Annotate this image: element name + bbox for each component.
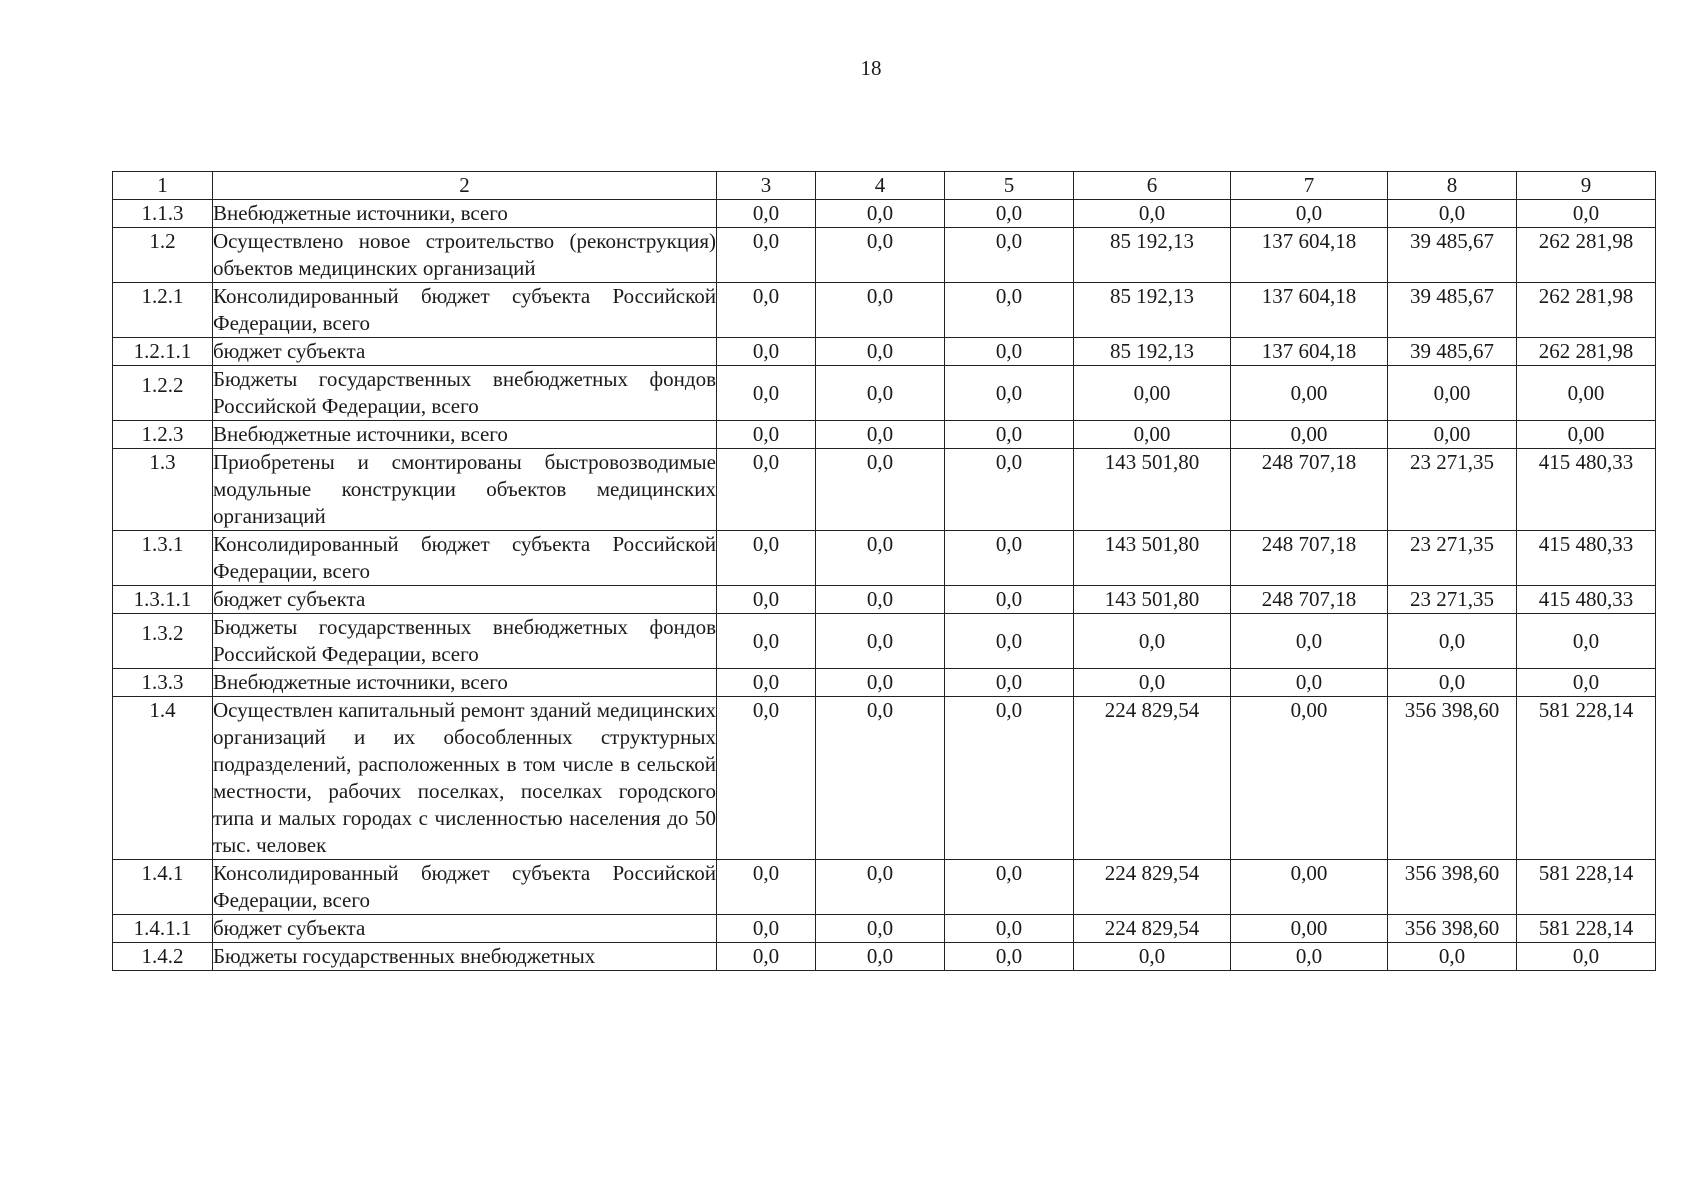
value-cell: 0,0 xyxy=(945,200,1074,228)
row-number-cell: 1.2.2 xyxy=(113,366,213,421)
value-cell: 0,0 xyxy=(816,697,945,860)
value-cell: 0,00 xyxy=(1388,421,1517,449)
value-cell: 0,0 xyxy=(945,366,1074,421)
row-name-cell: Бюджеты государственных внебюджетных фондов Российской Федерации, всего xyxy=(213,366,717,421)
row-name-cell: Консолидированный бюджет субъекта Российской Федерации, всего xyxy=(213,283,717,338)
value-cell: 0,0 xyxy=(816,586,945,614)
table-row xyxy=(113,669,1656,697)
table-row xyxy=(113,697,1656,860)
value-cell: 0,0 xyxy=(816,338,945,366)
value-cell: 0,0 xyxy=(1074,200,1231,228)
value-cell: 0,0 xyxy=(717,860,816,915)
value-cell: 0,0 xyxy=(1517,943,1656,971)
value-cell: 0,0 xyxy=(816,669,945,697)
value-cell: 0,0 xyxy=(1517,200,1656,228)
page-number: 18 xyxy=(860,56,882,80)
value-cell: 415 480,33 xyxy=(1517,449,1656,531)
row-name-cell: Внебюджетные источники, всего xyxy=(213,421,717,449)
row-number-cell: 1.1.3 xyxy=(113,200,213,228)
value-cell: 248 707,18 xyxy=(1231,586,1388,614)
value-cell: 0,0 xyxy=(1074,669,1231,697)
table-row xyxy=(113,283,1656,338)
value-cell: 23 271,35 xyxy=(1388,586,1517,614)
value-cell: 0,00 xyxy=(1231,366,1388,421)
value-cell: 23 271,35 xyxy=(1388,449,1517,531)
row-name-cell: бюджет субъекта xyxy=(213,338,717,366)
value-cell: 0,0 xyxy=(717,366,816,421)
value-cell: 0,00 xyxy=(1231,915,1388,943)
value-cell: 262 281,98 xyxy=(1517,338,1656,366)
row-name-cell: Бюджеты государственных внебюджетных фондов Российской Федерации, всего xyxy=(213,614,717,669)
column-header: 6 xyxy=(1074,172,1231,200)
value-cell: 137 604,18 xyxy=(1231,283,1388,338)
value-cell: 0,0 xyxy=(717,915,816,943)
value-cell: 0,0 xyxy=(816,531,945,586)
value-cell: 23 271,35 xyxy=(1388,531,1517,586)
value-cell: 143 501,80 xyxy=(1074,531,1231,586)
value-cell: 0,0 xyxy=(816,943,945,971)
value-cell: 0,0 xyxy=(717,228,816,283)
value-cell: 0,00 xyxy=(1231,860,1388,915)
row-name-cell: Осуществлен капитальный ремонт зданий медицинских организаций и их обособленных структурных подразделений, расположенных в том числе в сельской местности, рабочих поселках, поселках городского типа и малых городах с численностью населения до 50 тыс. человек xyxy=(213,697,717,860)
table-row xyxy=(113,338,1656,366)
table-row xyxy=(113,228,1656,283)
value-cell: 581 228,14 xyxy=(1517,915,1656,943)
value-cell: 262 281,98 xyxy=(1517,283,1656,338)
value-cell: 0,00 xyxy=(1231,697,1388,860)
value-cell: 0,0 xyxy=(1517,669,1656,697)
row-name-cell: Консолидированный бюджет субъекта Российской Федерации, всего xyxy=(213,531,717,586)
value-cell: 0,0 xyxy=(945,338,1074,366)
value-cell: 0,0 xyxy=(1074,614,1231,669)
value-cell: 0,0 xyxy=(1231,614,1388,669)
value-cell: 0,0 xyxy=(1231,943,1388,971)
value-cell: 137 604,18 xyxy=(1231,228,1388,283)
table-row xyxy=(113,860,1656,915)
row-number-cell: 1.4.1.1 xyxy=(113,915,213,943)
value-cell: 0,0 xyxy=(717,421,816,449)
value-cell: 0,00 xyxy=(1074,366,1231,421)
table-body xyxy=(113,200,1656,971)
row-number-cell: 1.4 xyxy=(113,697,213,860)
row-name-cell: Осуществлено новое строительство (реконструкция) объектов медицинских организаций xyxy=(213,228,717,283)
row-name-cell: Внебюджетные источники, всего xyxy=(213,669,717,697)
value-cell: 0,00 xyxy=(1388,366,1517,421)
row-number-cell: 1.3.2 xyxy=(113,614,213,669)
row-number-cell: 1.2.3 xyxy=(113,421,213,449)
value-cell: 0,00 xyxy=(1517,421,1656,449)
value-cell: 0,0 xyxy=(717,697,816,860)
value-cell: 0,0 xyxy=(945,283,1074,338)
table-row xyxy=(113,614,1656,669)
column-header: 4 xyxy=(816,172,945,200)
row-name-cell: бюджет субъекта xyxy=(213,586,717,614)
row-number-cell: 1.4.1 xyxy=(113,860,213,915)
value-cell: 0,0 xyxy=(945,915,1074,943)
value-cell: 0,0 xyxy=(816,228,945,283)
value-cell: 0,0 xyxy=(1388,943,1517,971)
value-cell: 39 485,67 xyxy=(1388,283,1517,338)
row-number-cell: 1.2.1.1 xyxy=(113,338,213,366)
value-cell: 0,00 xyxy=(1074,421,1231,449)
value-cell: 248 707,18 xyxy=(1231,531,1388,586)
value-cell: 224 829,54 xyxy=(1074,860,1231,915)
table-row xyxy=(113,366,1656,421)
value-cell: 0,0 xyxy=(816,200,945,228)
table-header-row xyxy=(113,172,1656,200)
value-cell: 0,00 xyxy=(1231,421,1388,449)
value-cell: 39 485,67 xyxy=(1388,228,1517,283)
table-row xyxy=(113,200,1656,228)
value-cell: 85 192,13 xyxy=(1074,283,1231,338)
value-cell: 0,0 xyxy=(945,697,1074,860)
row-number-cell: 1.3 xyxy=(113,449,213,531)
column-header: 5 xyxy=(945,172,1074,200)
value-cell: 0,0 xyxy=(945,449,1074,531)
value-cell: 581 228,14 xyxy=(1517,697,1656,860)
row-name-cell: Внебюджетные источники, всего xyxy=(213,200,717,228)
value-cell: 0,0 xyxy=(1074,943,1231,971)
value-cell: 0,0 xyxy=(816,614,945,669)
value-cell: 356 398,60 xyxy=(1388,915,1517,943)
table-row xyxy=(113,586,1656,614)
value-cell: 0,0 xyxy=(945,669,1074,697)
value-cell: 415 480,33 xyxy=(1517,531,1656,586)
value-cell: 0,0 xyxy=(945,614,1074,669)
value-cell: 224 829,54 xyxy=(1074,915,1231,943)
table-row xyxy=(113,449,1656,531)
value-cell: 248 707,18 xyxy=(1231,449,1388,531)
value-cell: 0,0 xyxy=(717,586,816,614)
value-cell: 0,0 xyxy=(1388,614,1517,669)
row-number-cell: 1.3.1 xyxy=(113,531,213,586)
value-cell: 0,0 xyxy=(717,283,816,338)
table-row xyxy=(113,943,1656,971)
value-cell: 0,0 xyxy=(717,449,816,531)
value-cell: 0,0 xyxy=(1517,614,1656,669)
row-number-cell: 1.3.1.1 xyxy=(113,586,213,614)
value-cell: 0,0 xyxy=(1231,669,1388,697)
table-row xyxy=(113,421,1656,449)
value-cell: 0,0 xyxy=(1388,200,1517,228)
table-row xyxy=(113,531,1656,586)
row-number-cell: 1.3.3 xyxy=(113,669,213,697)
value-cell: 0,0 xyxy=(945,531,1074,586)
value-cell: 0,0 xyxy=(816,366,945,421)
value-cell: 0,0 xyxy=(816,283,945,338)
value-cell: 0,0 xyxy=(717,338,816,366)
column-header: 1 xyxy=(113,172,213,200)
value-cell: 0,0 xyxy=(1231,200,1388,228)
value-cell: 0,0 xyxy=(945,228,1074,283)
row-name-cell: Приобретены и смонтированы быстровозводимые модульные конструкции объектов медицинских организаций xyxy=(213,449,717,531)
value-cell: 224 829,54 xyxy=(1074,697,1231,860)
row-name-cell: Консолидированный бюджет субъекта Российской Федерации, всего xyxy=(213,860,717,915)
budget-table xyxy=(112,171,1656,971)
row-number-cell: 1.2 xyxy=(113,228,213,283)
value-cell: 356 398,60 xyxy=(1388,697,1517,860)
value-cell: 415 480,33 xyxy=(1517,586,1656,614)
value-cell: 85 192,13 xyxy=(1074,338,1231,366)
value-cell: 0,0 xyxy=(717,200,816,228)
column-header: 9 xyxy=(1517,172,1656,200)
value-cell: 0,0 xyxy=(1388,669,1517,697)
value-cell: 0,0 xyxy=(717,669,816,697)
value-cell: 143 501,80 xyxy=(1074,449,1231,531)
value-cell: 137 604,18 xyxy=(1231,338,1388,366)
row-name-cell: Бюджеты государственных внебюджетных xyxy=(213,943,717,971)
value-cell: 143 501,80 xyxy=(1074,586,1231,614)
table-row xyxy=(113,915,1656,943)
value-cell: 0,0 xyxy=(816,421,945,449)
value-cell: 39 485,67 xyxy=(1388,338,1517,366)
value-cell: 0,0 xyxy=(717,531,816,586)
value-cell: 262 281,98 xyxy=(1517,228,1656,283)
value-cell: 581 228,14 xyxy=(1517,860,1656,915)
row-number-cell: 1.2.1 xyxy=(113,283,213,338)
row-name-cell: бюджет субъекта xyxy=(213,915,717,943)
value-cell: 0,0 xyxy=(816,860,945,915)
value-cell: 0,0 xyxy=(945,586,1074,614)
value-cell: 0,0 xyxy=(945,860,1074,915)
value-cell: 85 192,13 xyxy=(1074,228,1231,283)
column-header: 2 xyxy=(213,172,717,200)
value-cell: 0,0 xyxy=(717,943,816,971)
column-header: 7 xyxy=(1231,172,1388,200)
value-cell: 356 398,60 xyxy=(1388,860,1517,915)
value-cell: 0,0 xyxy=(945,421,1074,449)
value-cell: 0,00 xyxy=(1517,366,1656,421)
row-number-cell: 1.4.2 xyxy=(113,943,213,971)
value-cell: 0,0 xyxy=(717,614,816,669)
column-header: 3 xyxy=(717,172,816,200)
value-cell: 0,0 xyxy=(945,943,1074,971)
value-cell: 0,0 xyxy=(816,915,945,943)
value-cell: 0,0 xyxy=(816,449,945,531)
column-header: 8 xyxy=(1388,172,1517,200)
